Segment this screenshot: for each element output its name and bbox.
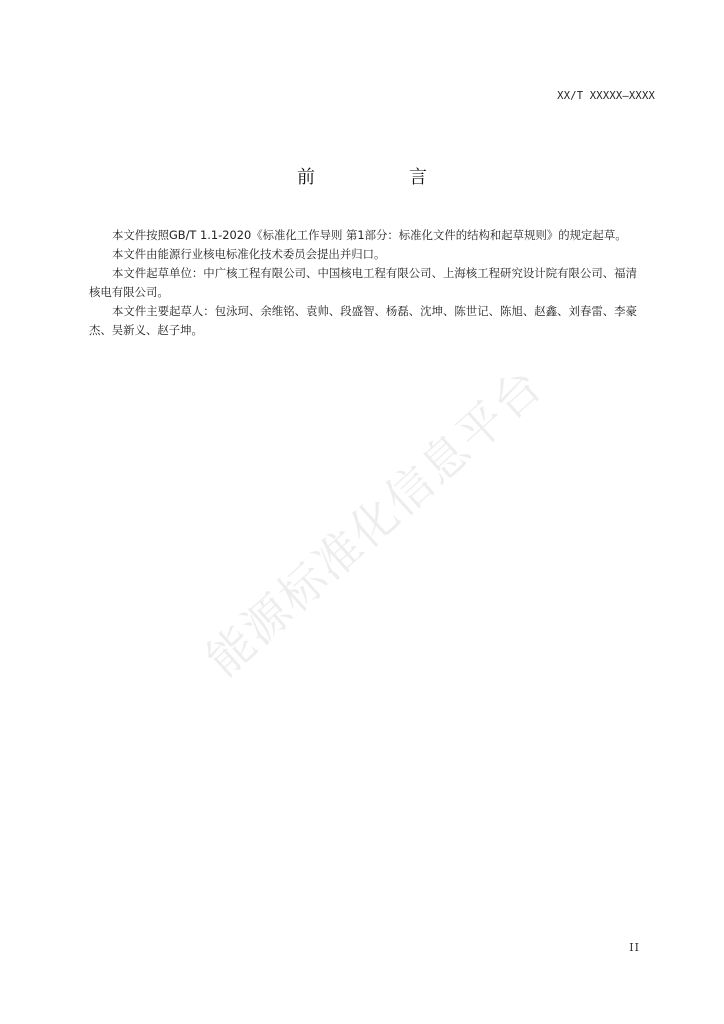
paragraph-proposer: 本文件由能源行业核电标准化技术委员会提出并归口。 bbox=[112, 247, 386, 261]
watermark: 能源标准化信息平台 bbox=[196, 357, 554, 687]
paragraph-drafting-units: 本文件起草单位：中广核工程有限公司、中国核电工程有限公司、上海核工程研究设计院有限公司、福清核电有限公司。 bbox=[89, 266, 637, 299]
page-number: II bbox=[629, 941, 640, 954]
page-title: 前 言 bbox=[297, 167, 465, 188]
document-code: XX/T XXXXX—XXXX bbox=[557, 90, 655, 102]
paragraph-drafting-rules: 本文件按照GB/T 1.1-2020《标准化工作导则 第1部分：标准化文件的结构和起草规则》的规定起草。 bbox=[112, 228, 627, 242]
foreword-body bbox=[89, 226, 637, 340]
paragraph-drafters: 本文件主要起草人：包泳珂、余维铭、袁帅、段盛智、杨磊、沈坤、陈世记、陈旭、赵鑫、刘春雷、李豪杰、吴新义、赵子坤。 bbox=[89, 304, 637, 337]
